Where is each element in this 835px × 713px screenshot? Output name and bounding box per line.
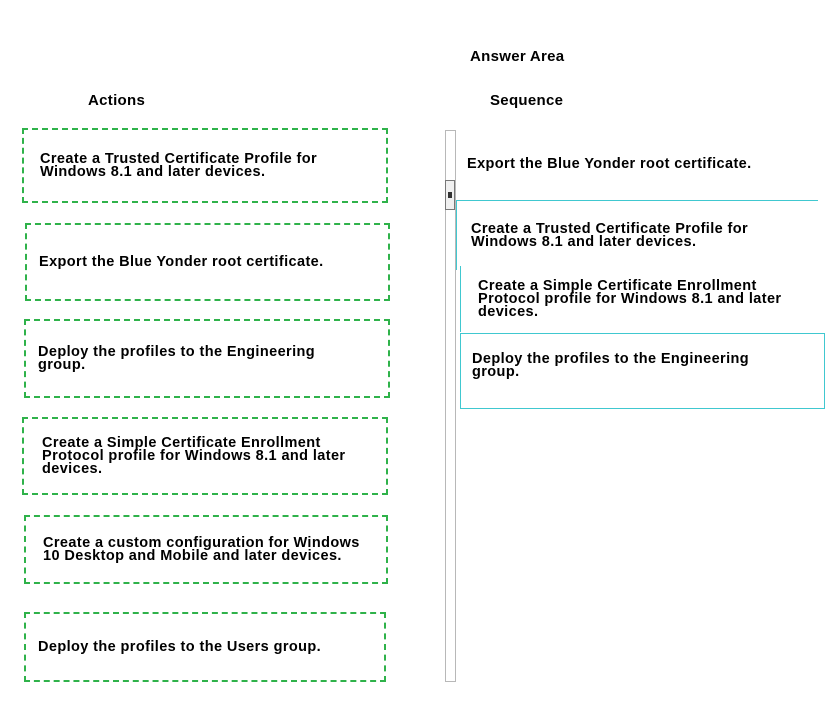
action-item-label: Deploy the profiles to the Engineering group. (38, 343, 316, 373)
action-item-label: Deploy the profiles to the Users group. (38, 638, 322, 655)
action-item-label: Create a Simple Certificate Enrollment Protocol profile for Windows 8.1 and later devices. (42, 434, 346, 477)
sequence-heading: Sequence (490, 92, 564, 109)
action-item-export-root-cert[interactable] (25, 223, 390, 301)
scrollbar-grip-icon (448, 192, 452, 198)
actions-heading: Actions (88, 92, 146, 109)
sequence-item-deploy-engineering[interactable] (460, 333, 825, 409)
action-item-label: Export the Blue Yonder root certificate. (39, 253, 324, 270)
sequence-item-label: Create a Simple Certificate Enrollment Protocol profile for Windows 8.1 and later devices. (478, 277, 782, 320)
sequence-item-label: Create a Trusted Certificate Profile for Windows 8.1 and later devices. (471, 220, 749, 250)
sequence-item-label: Export the Blue Yonder root certificate. (467, 155, 752, 172)
action-item-deploy-users[interactable] (24, 612, 386, 682)
answer-area-title: Answer Area (470, 48, 565, 65)
action-item-custom-configuration[interactable] (24, 515, 388, 584)
sequence-item-trusted-cert-profile[interactable] (456, 200, 818, 270)
action-item-scep-profile[interactable] (22, 417, 388, 495)
sequence-item-export-root-cert[interactable] (457, 136, 827, 192)
action-item-trusted-cert-profile[interactable] (22, 128, 388, 203)
action-item-label: Create a custom configuration for Windows 10 Desktop and Mobile and later devices. (43, 534, 360, 564)
action-item-label: Create a Trusted Certificate Profile for Windows 8.1 and later devices. (40, 150, 318, 180)
sequence-scrollbar-thumb[interactable] (445, 180, 455, 210)
sequence-drop-panel[interactable] (445, 130, 456, 682)
sequence-item-label: Deploy the profiles to the Engineering group. (472, 351, 750, 380)
action-item-deploy-engineering[interactable] (24, 319, 390, 398)
sequence-item-scep-profile[interactable] (460, 266, 824, 332)
